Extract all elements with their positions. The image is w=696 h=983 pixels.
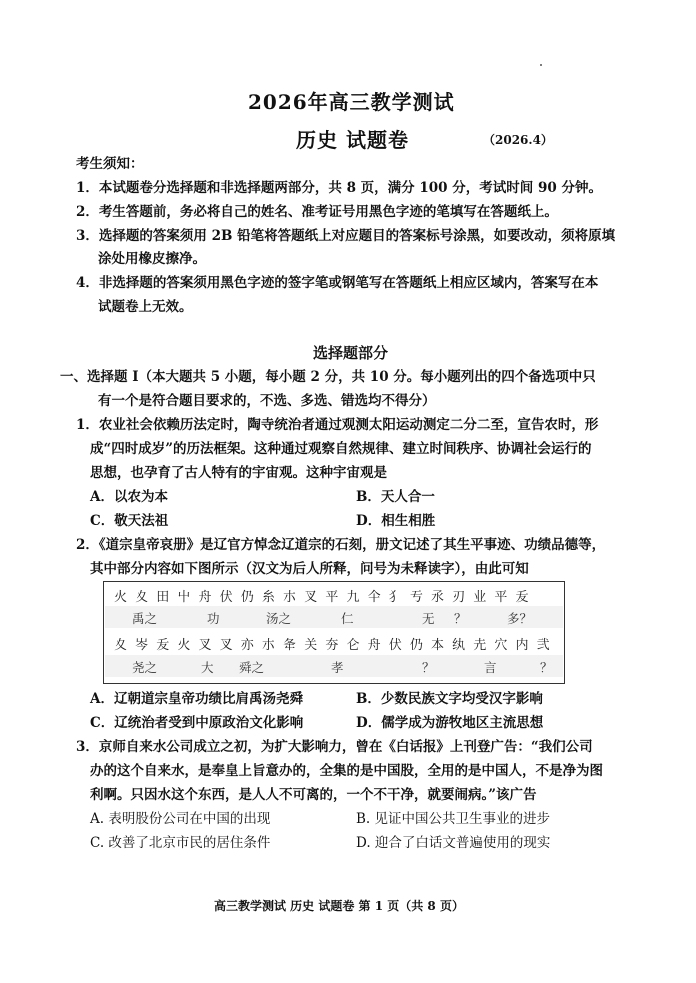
translation-cell: ？ xyxy=(422,660,435,675)
translation-cell: 仁 xyxy=(341,611,354,626)
notice-item: 1．本试题卷分选择题和非选择题两部分，共 8 页，满分 100 分，考试时间 90 分钟。 xyxy=(76,180,602,196)
q2-option-b: B．少数民族文字均受汉字影响 xyxy=(356,691,543,707)
section-title: 选择题部分 xyxy=(313,344,389,362)
translation-cell: 汤之 xyxy=(266,611,292,626)
khitan-glyph-row: 火 夊 田 屮 舟 伏 仍 糸 朩 叉 平 九 仐 犭 亐 氶 刃 业 平 叐 xyxy=(114,590,531,605)
page-title: 2026年高三教学测试 xyxy=(248,90,455,114)
khitan-inscription-figure xyxy=(103,581,565,684)
notice-item: 4．非选择题的答案须用黑色字迹的签字笔或钢笔写在答题纸上相应区域内，答案写在本 xyxy=(76,275,599,291)
exam-date: （2026.4） xyxy=(483,133,553,147)
q1-option-d: D．相生相胜 xyxy=(356,513,436,529)
notice-heading: 考生须知： xyxy=(76,156,144,172)
q1-line: 思想，也孕育了古人特有的宇宙观。这种宇宙观是 xyxy=(90,465,387,481)
part-label-cont: 有一个是符合题目要求的，不选、多选、错选均不得分） xyxy=(98,393,436,409)
q1-option-c: C．敬天法祖 xyxy=(90,513,169,529)
translation-cell: 言 xyxy=(484,660,497,675)
translation-cell: 孝 xyxy=(331,660,344,675)
q1-line: 成“四时成岁”的历法框架。这种通过观察自然规律、建立时间秩序、协调社会运行的 xyxy=(90,441,592,457)
translation-cell: ？ xyxy=(454,611,467,626)
q3-option-c: C. 改善了北京市民的居住条件 xyxy=(90,835,271,851)
q1-option-a: A．以农为本 xyxy=(90,489,168,505)
translation-cell: ？ xyxy=(540,660,553,675)
translation-cell: 尧之 xyxy=(132,660,158,675)
q2-option-a: A．辽朝道宗皇帝功绩比肩禹汤尧舜 xyxy=(90,691,303,707)
translation-cell: 舜之 xyxy=(239,660,265,675)
q3-line: 3．京师自来水公司成立之初，为扩大影响力，曾在《白话报》上刊登广告：“我们公司 xyxy=(76,739,593,755)
translation-cell: 功 xyxy=(207,611,220,626)
q3-option-b: B. 见证中国公共卫生事业的进步 xyxy=(356,811,551,827)
notice-item: 试题卷上无效。 xyxy=(98,299,193,315)
q2-line: 其中部分内容如下图所示（汉文为后人所释，问号为未释读字），由此可知 xyxy=(90,561,529,577)
translation-cell: 无 xyxy=(422,611,435,626)
q2-option-c: C．辽统治者受到中原政治文化影响 xyxy=(90,715,304,731)
q3-line: 办的这个自来水，是奉皇上旨意办的，全集的是中国股，全用的是中国人，不是净为图 xyxy=(90,763,603,779)
q2-option-d: D．儒学成为游牧地区主流思想 xyxy=(356,715,544,731)
q3-option-d: D. 迎合了白话文普遍使用的现实 xyxy=(356,835,551,851)
notice-item: 3．选择题的答案须用 2B 铅笔将答题纸上对应题目的答案标号涂黑，如要改动，须将原填 xyxy=(76,228,616,244)
translation-cell: 大 xyxy=(201,660,214,675)
translation-cell: 禹之 xyxy=(132,611,158,626)
translation-cell: 多？ xyxy=(507,611,533,626)
q1-option-b: B．天人合一 xyxy=(356,489,435,505)
q2-line: 2．《道宗皇帝哀册》是辽官方悼念辽道宗的石刻，册文记述了其生平事迹、功绩品德等， xyxy=(76,537,606,553)
scan-dot xyxy=(540,64,542,66)
notice-item: 2．考生答题前，务必将自己的姓名、准考证号用黑色字迹的笔填写在答题纸上。 xyxy=(76,204,558,220)
notice-item: 涂处用橡皮擦净。 xyxy=(98,251,206,267)
q3-line: 利啊。只因水这个东西，是人人不可离的，一个不干净，就要闹病。”该广告 xyxy=(90,787,537,803)
part-label: 一、选择题 Ⅰ（本大题共 5 小题，每小题 2 分，共 10 分。每小题列出的四个备选项中只 xyxy=(60,369,596,385)
q1-line: 1．农业社会依赖历法定时，陶寺统治者通过观测太阳运动测定二分二至，宣告农时，形 xyxy=(76,417,599,433)
khitan-glyph-row: 夊 岑 叐 火 叉 叉 亦 朩 夅 关 夯 仑 舟 伏 仍 本 纨 圥 穴 内 弐 xyxy=(114,638,552,653)
page-subtitle: 历史 试题卷 xyxy=(296,128,409,152)
q3-option-a: A. 表明股份公司在中国的出现 xyxy=(90,811,271,827)
page-footer: 高三教学测试 历史 试题卷 第 1 页（共 8 页） xyxy=(214,899,464,913)
